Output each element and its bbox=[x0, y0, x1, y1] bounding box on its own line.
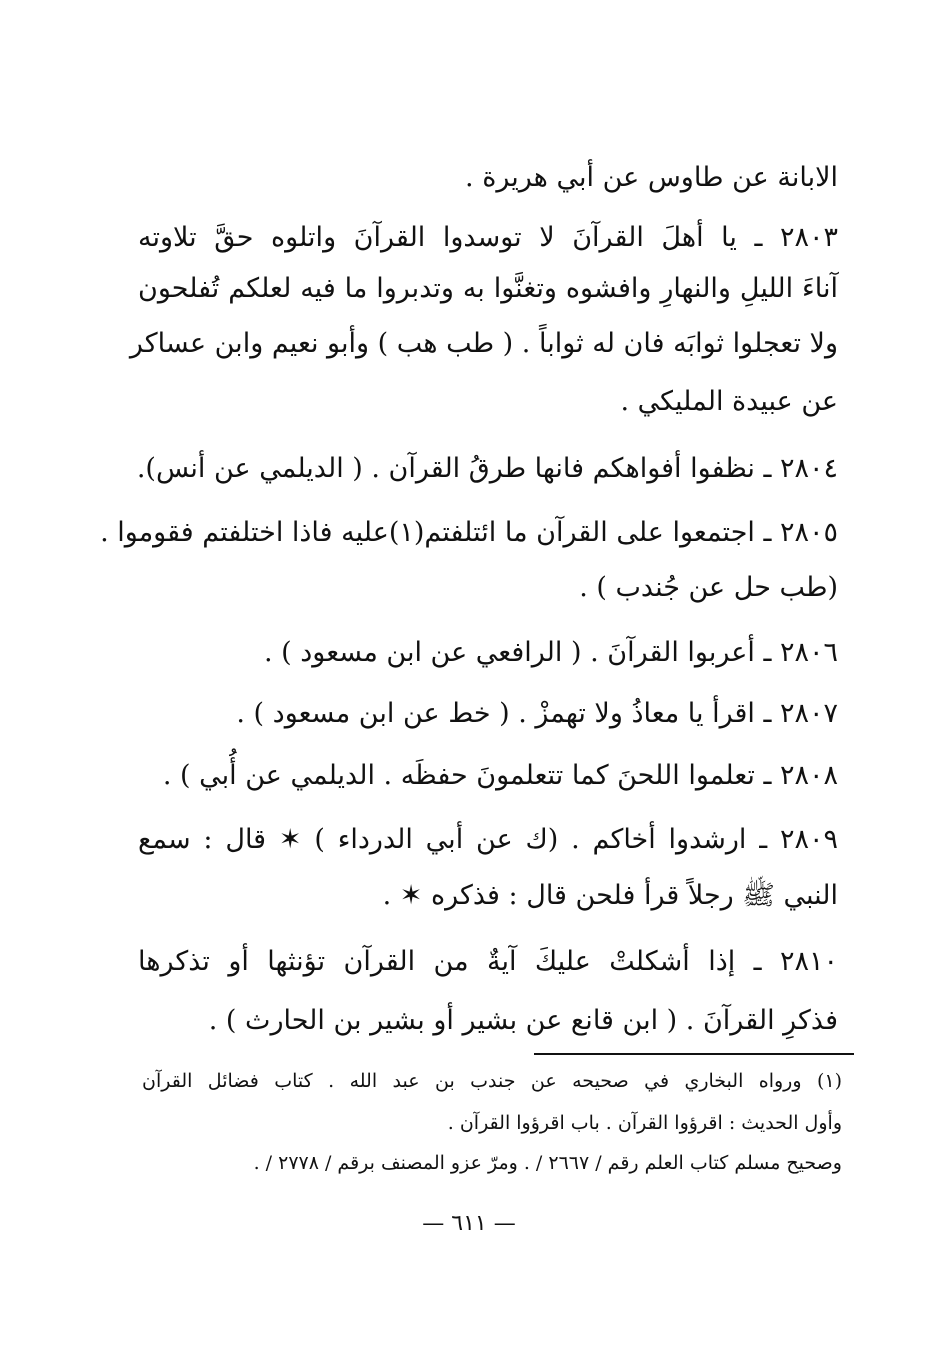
body-line: ولا تعجلوا ثوابَه فان له ثواباً . ( طب هب ) وأبو نعيم وابن عساكر bbox=[129, 328, 838, 359]
body-line: النبي ﷺ رجلاً قرأ فلحن قال : فذكره ✶ . bbox=[382, 880, 838, 911]
body-line: (طب حل عن جُندب ) . bbox=[579, 572, 838, 603]
footnote-line: وصحيح مسلم كتاب العلم رقم / ٢٦٦٧ / . ومرّ عزو المصنف برقم / ٢٧٧٨ / . bbox=[253, 1152, 842, 1174]
hadith-2803-line: ٢٨٠٣ ـ يا أهلَ القرآنَ لا توسدوا القرآنَ واتلوه حقَّ تلاوته bbox=[138, 222, 838, 253]
hadith-2804-line: ٢٨٠٤ ـ نظفوا أفواهكم فانها طرقُ القرآن . ( الديلمي عن أنس). bbox=[136, 453, 838, 484]
body-line: فذكرِ القرآنَ . ( ابن قانع عن بشير أو بشير بن الحارث ) . bbox=[208, 1005, 838, 1036]
body-line: آناءَ الليلِ والنهارِ وافشوه وتغنَّوا به وتدبروا ما فيه لعلكم تُفلحون bbox=[138, 273, 838, 304]
footnote-line: (١) ورواه البخاري في صحيحه عن جندب بن عبد الله . كتاب فضائل القرآن bbox=[142, 1070, 842, 1092]
hadith-2806-line: ٢٨٠٦ ـ أعربوا القرآنَ . ( الرافعي عن ابن مسعود ) . bbox=[264, 637, 838, 668]
hadith-2807-line: ٢٨٠٧ ـ اقرأ يا معاذُ ولا تهمزْ . ( خط عن ابن مسعود ) . bbox=[236, 698, 838, 729]
footnote-line: وأول الحديث : اقرؤوا القرآن . باب اقرؤوا القرآن . bbox=[447, 1112, 842, 1134]
footnote-separator bbox=[534, 1053, 854, 1055]
body-line: عن عبيدة المليكي . bbox=[620, 386, 838, 417]
hadith-2810-line: ٢٨١٠ ـ إذا أشكلتْ عليكَ آيةٌ من القرآن تؤنثها أو تذكرها bbox=[138, 946, 838, 977]
hadith-2809-line: ٢٨٠٩ ـ ارشدوا أخاكم . (ك عن أبي الدرداء ) ✶ قال : سمع bbox=[138, 824, 838, 855]
hadith-2808-line: ٢٨٠٨ ـ تعلموا اللحنَ كما تتعلمونَ حفظَه . الديلمي عن أُبي ) . bbox=[162, 760, 838, 791]
hadith-2805-line: ٢٨٠٥ ـ اجتمعوا على القرآن ما ائتلفتم(١)عليه فاذا اختلفتم فقوموا . bbox=[100, 517, 838, 548]
page-number: — ٦١١ — bbox=[422, 1211, 516, 1236]
body-line: الابانة عن طاوس عن أبي هريرة . bbox=[465, 162, 838, 193]
